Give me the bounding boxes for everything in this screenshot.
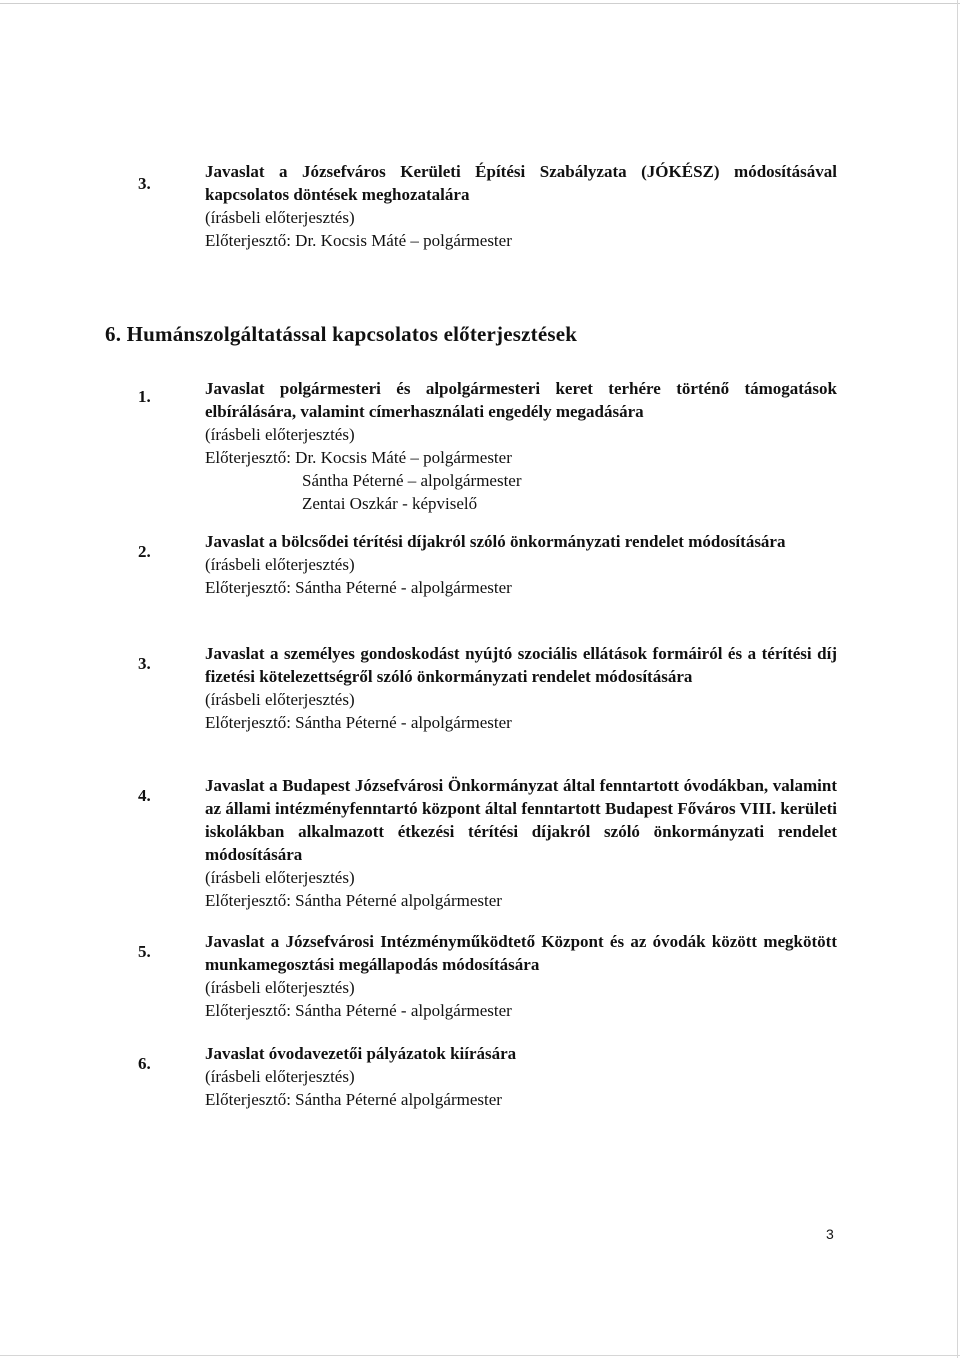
item-title: Javaslat a bölcsődei térítési díjakról szóló önkormányzati rendelet módosítására	[205, 532, 786, 551]
item-number: 6.	[138, 1054, 151, 1073]
item-title: Javaslat a személyes gondoskodást nyújtó szociális ellátások formáiról és a térítési díj fizetési kötelezettségről szóló önkormányzati rendelet módosítására	[205, 644, 837, 686]
item-title: Javaslat óvodavezetői pályázatok kiírására	[205, 1044, 517, 1063]
item-presenter: Előterjesztő: Sántha Péterné alpolgármester	[205, 891, 502, 910]
scan-edge-bottom	[0, 1355, 960, 1356]
item-body	[205, 160, 837, 252]
item-title: Javaslat a Józsefvárosi Intézményműködtető Központ és az óvodák között megkötött munkamegosztási megállapodás módosítására	[205, 932, 837, 974]
item-type: (írásbeli előterjesztés)	[205, 978, 355, 997]
item-number: 1.	[138, 387, 151, 406]
item-type: (írásbeli előterjesztés)	[205, 1067, 355, 1086]
item-presenter: Előterjesztő: Sántha Péterné - alpolgármester	[205, 713, 512, 732]
item-type: (írásbeli előterjesztés)	[205, 868, 355, 887]
scan-edge-top	[0, 3, 960, 4]
item-title: Javaslat a Józsefváros Kerületi Építési Szabályzata (JÓKÉSZ) módosításával kapcsolatos döntések meghozatalára	[205, 162, 837, 204]
item-number: 3.	[138, 654, 151, 673]
item-body	[205, 930, 837, 1022]
page-number: 3	[826, 1226, 834, 1242]
item-type: (írásbeli előterjesztés)	[205, 555, 355, 574]
item-type: (írásbeli előterjesztés)	[205, 425, 355, 444]
item-type: (írásbeli előterjesztés)	[205, 208, 355, 227]
item-number: 4.	[138, 786, 151, 805]
item-body	[205, 530, 837, 599]
item-body	[205, 642, 837, 734]
item-body	[205, 774, 837, 912]
item-number: 2.	[138, 542, 151, 561]
item-number: 5.	[138, 942, 151, 961]
item-presenter: Előterjesztő: Sántha Péterné alpolgármester	[205, 1090, 502, 1109]
item-presenter: Előterjesztő: Dr. Kocsis Máté – polgármester	[205, 448, 512, 467]
item-presenter: Előterjesztő: Dr. Kocsis Máté – polgármester	[205, 231, 512, 250]
item-presenter: Előterjesztő: Sántha Péterné - alpolgármester	[205, 1001, 512, 1020]
item-type: (írásbeli előterjesztés)	[205, 690, 355, 709]
item-number: 3.	[138, 174, 151, 193]
item-co-presenter: Zentai Oszkár - képviselő	[302, 494, 478, 513]
item-title: Javaslat polgármesteri és alpolgármesteri keret terhére történő támogatások elbírálására, valamint címerhasználati engedély megadására	[205, 379, 837, 421]
scan-edge-right	[957, 0, 958, 1358]
item-title: Javaslat a Budapest Józsefvárosi Önkormányzat által fenntartott óvodákban, valamint az állami intézményfenntartó központ által fenntartott Budapest Főváros VIII. kerületi iskolákban alkalmazott étkezési térítési díjakról szóló önkormányzati rendelet módosítására	[205, 776, 837, 864]
section-heading: 6. Humánszolgáltatással kapcsolatos előterjesztések	[105, 322, 578, 346]
item-co-presenter: Sántha Péterné – alpolgármester	[302, 471, 522, 490]
item-body	[205, 1042, 837, 1111]
item-body	[205, 377, 837, 515]
item-presenter: Előterjesztő: Sántha Péterné - alpolgármester	[205, 578, 512, 597]
